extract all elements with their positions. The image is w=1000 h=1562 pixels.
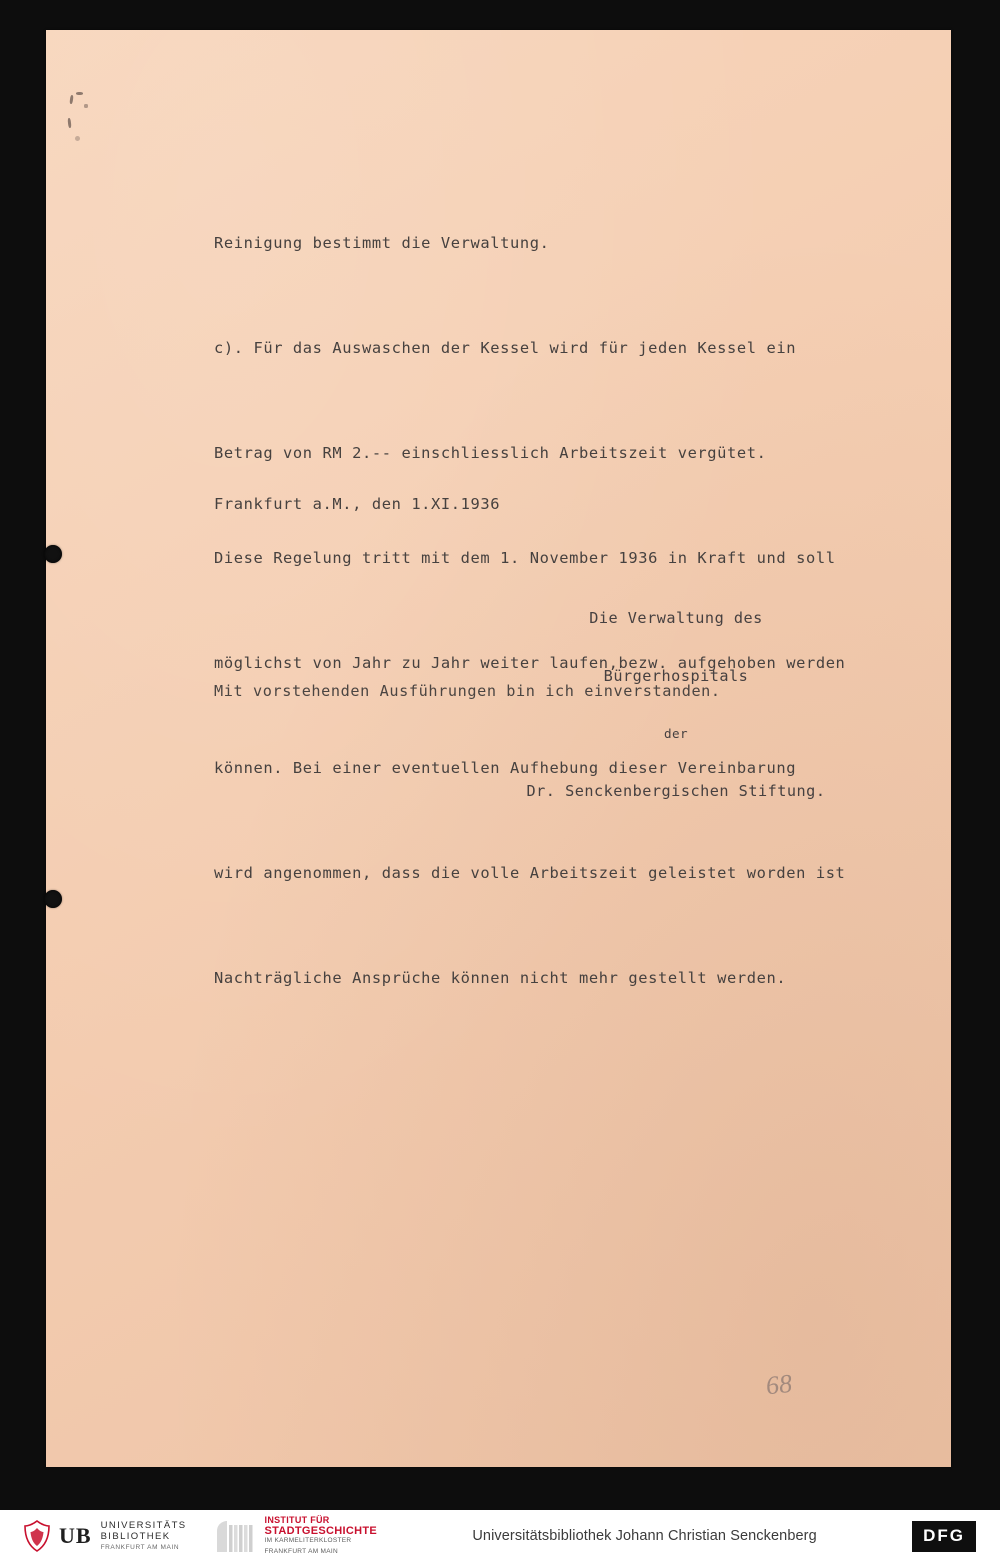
body-line: können. Bei einer eventuellen Aufhebung dieser Vereinbarung: [214, 759, 797, 777]
folio-number: 68: [764, 1368, 794, 1401]
footer-bar: [0, 1510, 1000, 1562]
ub-line-2: BIBLIOTHEK: [100, 1530, 171, 1542]
isg-line-2: STADTGESCHICHTE: [264, 1524, 377, 1537]
isg-line-3: IM KARMELITERKLOSTER: [264, 1537, 352, 1544]
signature-line-4: Dr. Senckenbergischen Stiftung.: [526, 782, 826, 800]
signature-line-1: Die Verwaltung des: [589, 609, 763, 627]
ub-crest-icon: [22, 1519, 52, 1553]
ink-speck-icon: [84, 104, 88, 108]
ink-speck-icon: [76, 92, 83, 95]
consent-line: Mit vorstehenden Ausführungen bin ich einverstanden.: [214, 682, 721, 700]
body-line: Betrag von RM 2.-- einschliesslich Arbeitszeit vergütet.: [214, 444, 767, 462]
body-line: Diese Regelung tritt mit dem 1. November 1936 in Kraft und soll: [214, 549, 836, 567]
body-line: wird angenommen, dass die volle Arbeitszeit geleistet worden ist: [214, 864, 846, 882]
scanned-page[interactable]: [46, 30, 951, 1467]
place-date-line: Frankfurt a.M., den 1.XI.1936: [214, 495, 501, 513]
institute-building-icon: [213, 1519, 257, 1553]
signature-line-3: der: [664, 726, 688, 741]
signature-line-2: Bürgerhospitals: [603, 667, 749, 685]
ink-speck-icon: [69, 95, 73, 104]
ub-logo-text: [101, 1520, 187, 1553]
ub-line-1: UNIVERSITÄTS: [100, 1519, 187, 1531]
ub-line-3: FRANKFURT AM MAIN: [100, 1543, 180, 1551]
footer-institution-name: Universitätsbibliothek Johann Christian Senckenberg: [472, 1528, 817, 1544]
punch-hole-icon: [44, 890, 62, 908]
signature-block: [476, 570, 876, 840]
isg-logo[interactable]: [213, 1515, 377, 1557]
body-line: Nachträgliche Ansprüche können nicht mehr gestellt werden.: [214, 969, 787, 987]
dfg-label: DFG: [912, 1521, 976, 1552]
ink-speck-icon: [75, 136, 80, 141]
footer-logos: [0, 1515, 377, 1557]
ink-speck-icon: [67, 118, 71, 128]
dfg-logo[interactable]: [912, 1521, 1000, 1552]
body-line: möglichst von Jahr zu Jahr weiter laufen,bezw. aufgehoben werden: [214, 654, 846, 672]
isg-line-4: FRANKFURT AM MAIN: [264, 1547, 338, 1555]
body-line: c). Für das Auswaschen der Kessel wird für jeden Kessel ein: [214, 339, 797, 357]
isg-logo-text: [265, 1515, 377, 1557]
body-line: Reinigung bestimmt die Verwaltung.: [214, 234, 550, 252]
isg-line-1: INSTITUT FÜR: [264, 1515, 330, 1525]
ub-mark-text: UB: [59, 1523, 92, 1548]
ub-logo[interactable]: [22, 1519, 187, 1553]
punch-hole-icon: [44, 545, 62, 563]
